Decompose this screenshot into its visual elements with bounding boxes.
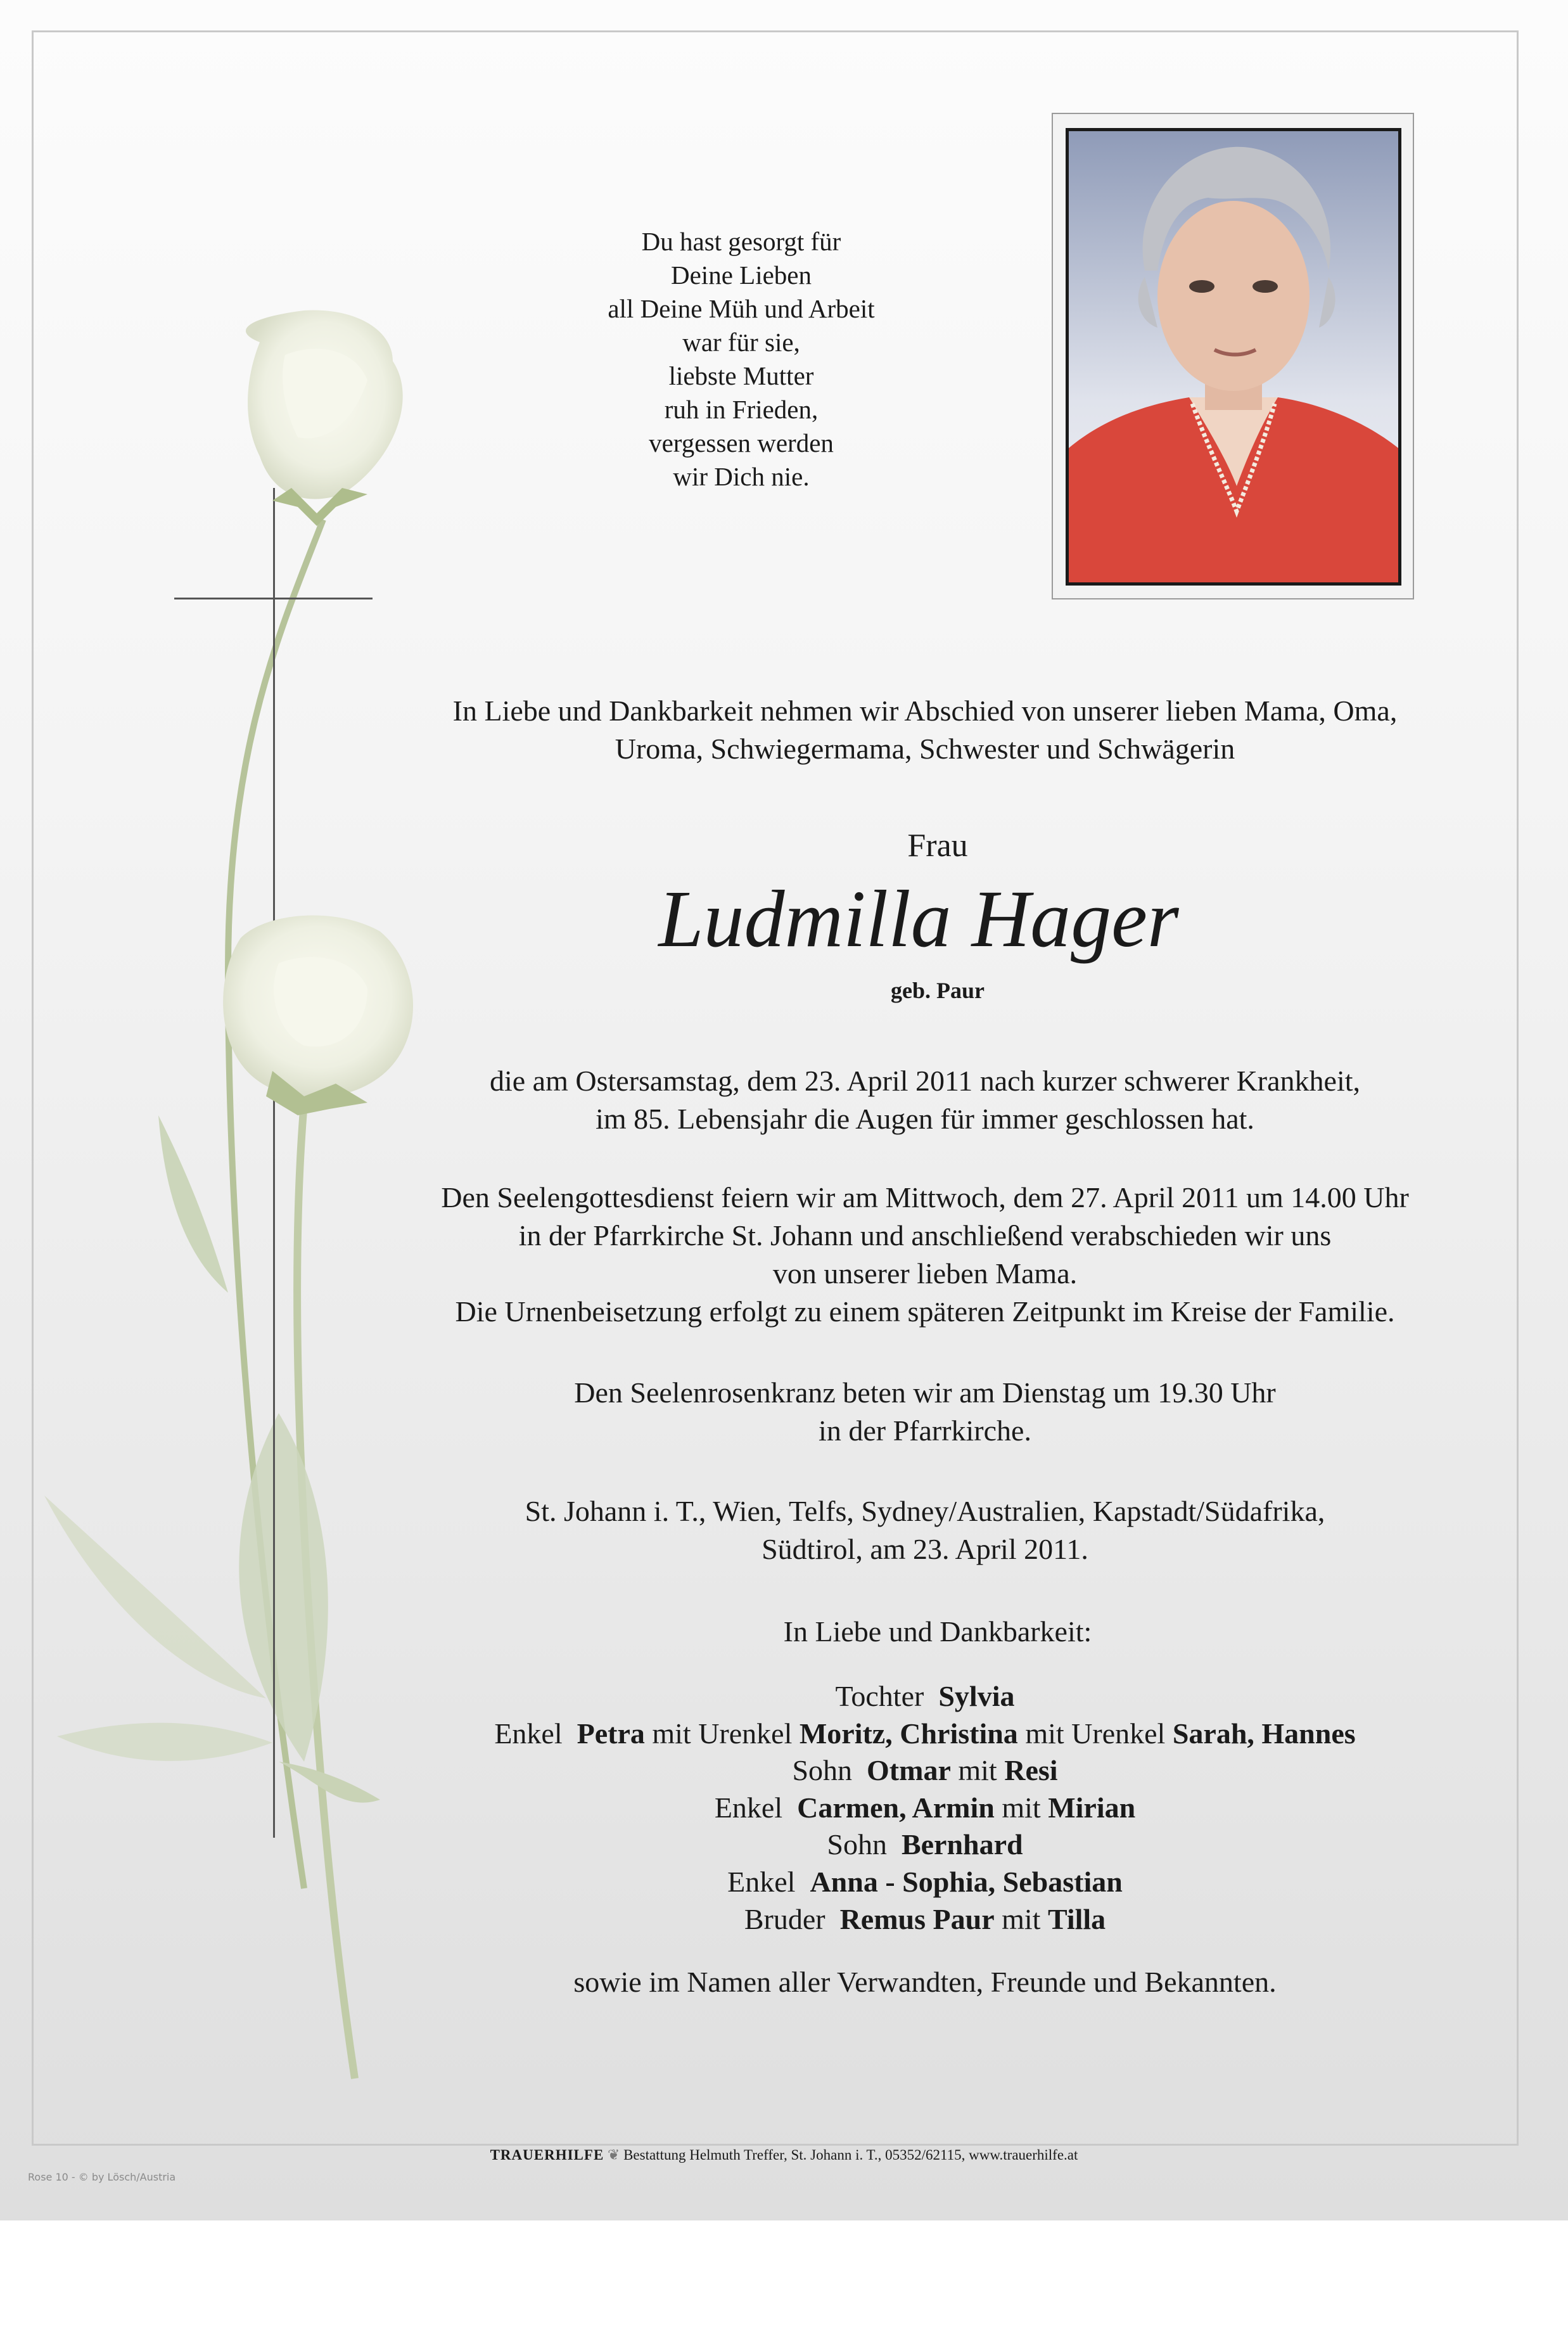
family-member: Enkel Petra mit Urenkel Moritz, Christina mit Urenkel Sarah, Hannes: [494, 1717, 1356, 1750]
poem-line: Du hast gesorgt für: [641, 227, 841, 256]
intro-line: Uroma, Schwiegermama, Schwester und Schwägerin: [615, 733, 1235, 765]
poem-line: liebste Mutter: [668, 361, 814, 390]
service-line: in der Pfarrkirche St. Johann und anschließend verabschieden wir uns: [518, 1219, 1332, 1252]
family-member: Enkel Carmen, Armin mit Mirian: [714, 1791, 1136, 1824]
footer-leaf-icon: ❦: [608, 2147, 620, 2163]
poem-line: wir Dich nie.: [673, 462, 810, 491]
poem-line: war für sie,: [682, 328, 800, 357]
footer-brand: TRAUERHILFE: [490, 2147, 604, 2163]
footer: [0, 2147, 1568, 2163]
family-member: Bruder Remus Paur mit Tilla: [744, 1902, 1106, 1935]
death-notice-line: die am Ostersamstag, dem 23. April 2011 nach kurzer schwerer Krankheit,: [489, 1065, 1361, 1097]
death-notice: [367, 1062, 1482, 1138]
leaf: [57, 1723, 272, 1761]
death-notice-line: im 85. Lebensjahr die Augen für immer geschlossen hat.: [596, 1103, 1254, 1135]
footer-text: Bestattung Helmuth Treffer, St. Johann i. T., 05352/62115, www.trauerhilfe.at: [623, 2147, 1078, 2163]
cross-vertical: [273, 488, 275, 1838]
closing-text: sowie im Namen aller Verwandten, Freunde und Bekannten.: [573, 1966, 1277, 1998]
poem-line: vergessen werden: [649, 428, 834, 458]
intro-text: [342, 692, 1508, 768]
portrait-frame: [1052, 113, 1414, 599]
service-line: von unserer lieben Mama.: [772, 1257, 1078, 1290]
family-member: Tochter Sylvia: [835, 1680, 1015, 1712]
places-line: St. Johann i. T., Wien, Telfs, Sydney/Australien, Kapstadt/Südafrika,: [525, 1495, 1325, 1527]
poem-line: ruh in Frieden,: [664, 395, 819, 424]
poem-line: Deine Lieben: [671, 260, 812, 290]
places-text: [367, 1492, 1482, 1568]
leaf: [158, 1115, 228, 1293]
deceased-name: Ludmilla Hager: [658, 874, 1179, 964]
poem: [519, 225, 963, 494]
leaf: [44, 1496, 266, 1698]
family-member: Sohn Otmar mit Resi: [792, 1754, 1058, 1787]
family-list: [342, 1678, 1508, 1938]
portrait-photo: [1066, 128, 1401, 586]
service-text: [342, 1179, 1508, 1331]
family-member: Enkel Anna - Sophia, Sebastian: [727, 1865, 1123, 1898]
birth-name: geb. Paur: [891, 978, 985, 1003]
intro-line: In Liebe und Dankbarkeit nehmen wir Abschied von unserer lieben Mama, Oma,: [452, 695, 1398, 727]
places-line: Südtirol, am 23. April 2011.: [762, 1533, 1088, 1565]
salutation: Frau: [907, 828, 968, 864]
gratitude-heading: In Liebe und Dankbarkeit:: [783, 1615, 1092, 1648]
poem-line: all Deine Müh und Arbeit: [608, 294, 875, 323]
cross-horizontal: [174, 598, 373, 599]
service-line: Den Seelengottesdienst feiern wir am Mittwoch, dem 27. April 2011 um 14.00 Uhr: [441, 1181, 1409, 1214]
rosary-line: Den Seelenrosenkranz beten wir am Dienstag um 19.30 Uhr: [574, 1376, 1276, 1409]
portrait-image: [1069, 131, 1398, 582]
family-member: Sohn Bernhard: [827, 1828, 1023, 1861]
rose-head-top: [246, 311, 403, 526]
rosary-line: in der Pfarrkirche.: [819, 1414, 1031, 1447]
image-credit: Rose 10 - © by Lösch/Austria: [28, 2171, 176, 2183]
service-line: Die Urnenbeisetzung erfolgt zu einem späteren Zeitpunkt im Kreise der Familie.: [455, 1295, 1395, 1328]
rosary-text: [367, 1374, 1482, 1450]
